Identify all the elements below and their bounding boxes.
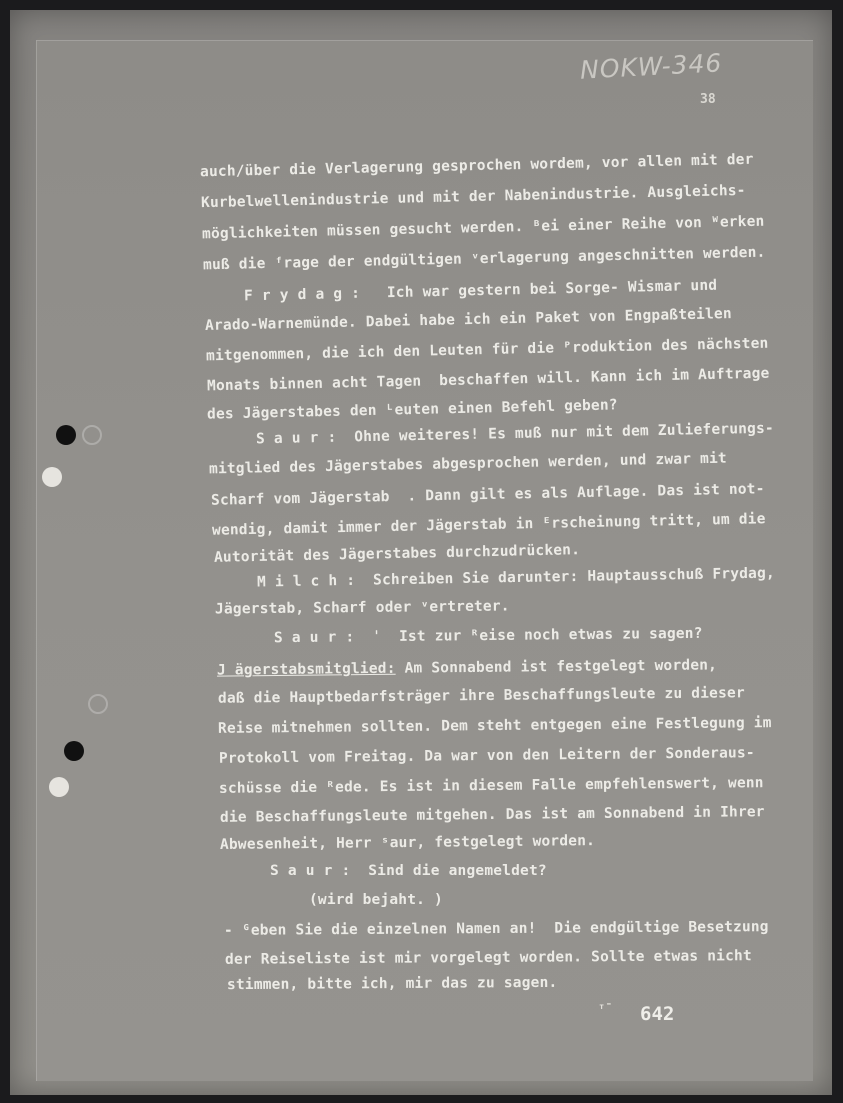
footer-number: 642	[640, 1003, 675, 1025]
text-line: Autorität des Jägerstabes durchzudrücken.	[213, 542, 581, 566]
text-line: S a u r : Ohne weiteres! Es muß nur mit dem Zulieferungs-	[255, 420, 775, 448]
punch-hole	[56, 425, 76, 445]
text-line: muß die ᶠrage der endgültigen ᵛerlagerung angeschnitten werden.	[202, 244, 766, 274]
page-number: 38	[700, 92, 716, 107]
text-line: möglichkeiten müssen gesucht werden. ᴮei einer Reihe von ᵂerken	[201, 213, 765, 243]
text-line: schüsse die ᴿede. Es ist in diesem Falle empfehlenswert, wenn	[218, 775, 764, 797]
text-line: (wird bejaht. )	[309, 892, 443, 908]
punch-hole	[64, 741, 84, 761]
text-line: Abwesenheit, Herr ˢaur, festgelegt worden.	[219, 833, 596, 853]
text-line: S a u r : Sind die angemeldet?	[270, 863, 547, 879]
text-line: - ᴳeben Sie die einzelnen Namen an! Die endgültige Besetzung	[223, 919, 769, 939]
text-line: daß die Hauptbedarfsträger ihre Beschaffungsleute zu dieser	[217, 685, 745, 707]
text-line: Protokoll vom Freitag. Da war von den Leitern der Sonderaus-	[218, 745, 755, 767]
text-line: die Beschaffungsleute mitgehen. Das ist am Sonnabend in Ihrer	[219, 804, 765, 826]
document-id-stamp: NOKW-346	[579, 48, 723, 85]
text-line: Jägerstab, Scharf oder ᵛertreter.	[214, 598, 510, 618]
punch-hole	[49, 777, 69, 797]
text-line: wendig, damit immer der Jägerstab in ᴱrscheinung tritt, um die	[211, 511, 766, 539]
footer-mark: ᵀˉ	[598, 1002, 613, 1016]
text-line: auch/über die Verlagerung gesprochen wordem, vor allen mit der	[199, 151, 754, 181]
text-line-rest: Am Sonnabend ist festgelegt worden,	[395, 657, 718, 677]
punch-hole-ghost	[88, 694, 108, 714]
text-line: Reise mitnehmen sollten. Dem steht entgegen eine Festlegung im	[217, 715, 772, 737]
speaker-underlined: J ägerstabsmitglied: Am Sonnabend ist festgelegt worden,	[216, 657, 718, 679]
text-line: mitgenommen, die ich den Leuten für die ᴾroduktion des nächsten	[205, 335, 769, 365]
text-line: M i l c h : Schreiben Sie darunter: Hauptausschuß Frydag,	[256, 565, 776, 591]
text-line: Arado-Warnemünde. Dabei habe ich ein Paket von Engpaßteilen	[204, 306, 732, 334]
text-line: der Reiseliste ist mir vorgelegt worden. Sollte etwas nicht	[224, 948, 752, 968]
punch-hole-ghost	[82, 425, 102, 445]
text-line: Kurbelwellenindustrie und mit der Nabenindustrie. Ausgleichs-	[200, 182, 746, 212]
text-line: mitglied des Jägerstabes abgesprochen werden, und zwar mit	[208, 450, 728, 478]
text-line: S a u r : ˈ Ist zur ᴿeise noch etwas zu sagen?	[273, 625, 703, 647]
text-line: F r y d a g : Ich war gestern bei Sorge- Wismar und	[243, 277, 718, 305]
punch-hole	[42, 467, 62, 487]
text-line: Scharf vom Jägerstab . Dann gilt es als Auflage. Das ist not-	[210, 481, 765, 509]
text-line: Monats binnen acht Tagen beschaffen will. Kann ich im Auftrage	[206, 365, 770, 395]
text-line: des Jägerstabes den ᴸeuten einen Befehl geben?	[206, 397, 618, 423]
text-line: stimmen, bitte ich, mir das zu sagen.	[226, 974, 558, 994]
